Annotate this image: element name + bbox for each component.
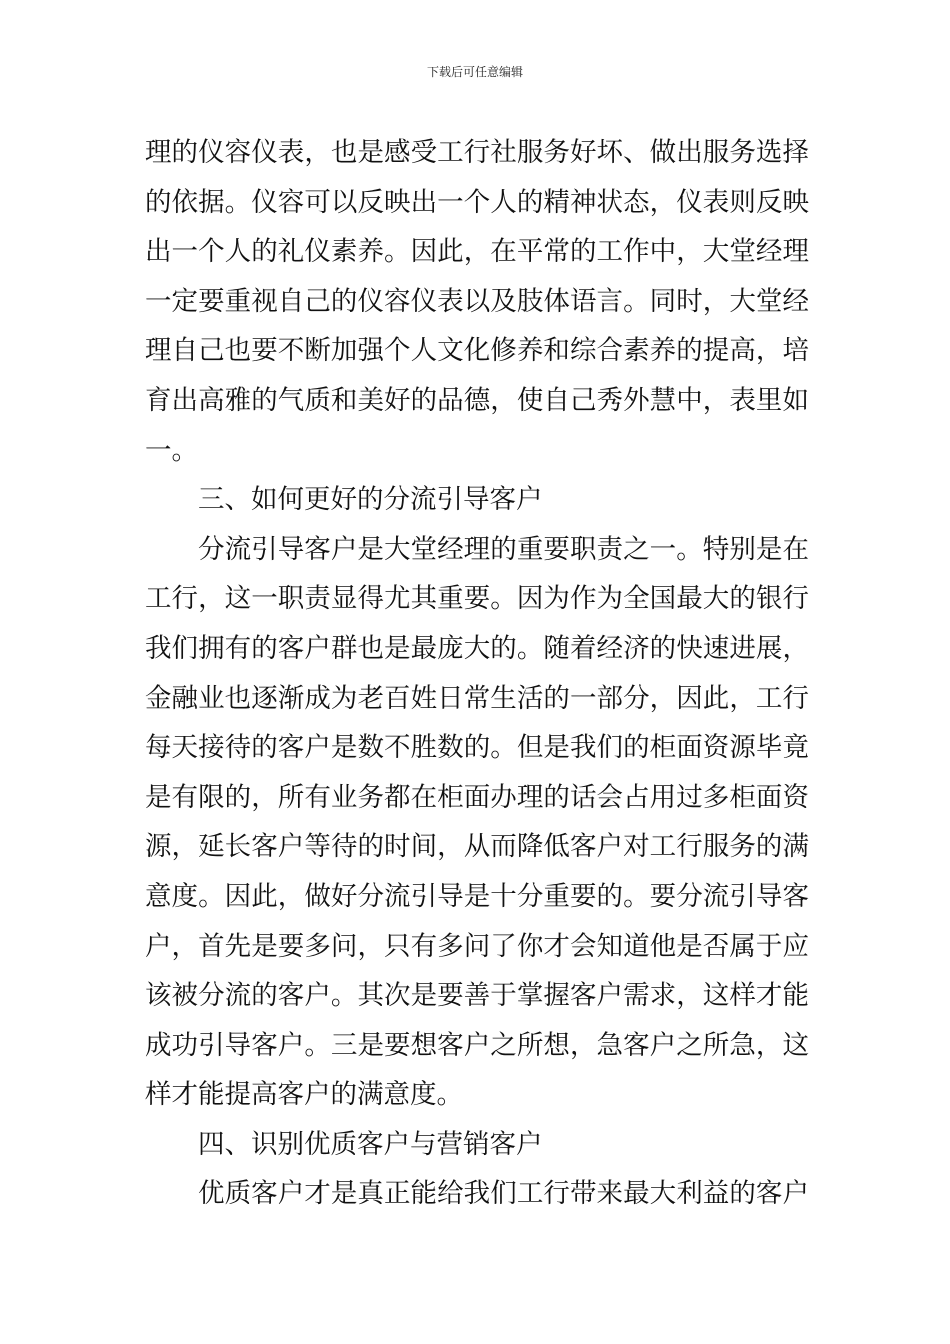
text-line: 每天接待的客户是数不胜数的。但是我们的柜面资源毕竟 xyxy=(145,732,809,764)
text-line: 该被分流的客户。其次是要善于掌握客户需求，这样才能 xyxy=(145,980,809,1012)
section-heading: 三、如何更好的分流引导客户 xyxy=(198,484,543,516)
page-header: 下载后可任意编辑 xyxy=(426,65,523,79)
text-line: 样才能提高客户的满意度。 xyxy=(145,1079,463,1111)
text-line: 一定要重视自己的仪容仪表以及肢体语言。同时，大堂经 xyxy=(145,285,809,317)
document-body xyxy=(145,128,809,1219)
text-line: 成功引导客户。三是要想客户之所想，急客户之所急，这 xyxy=(145,1029,809,1061)
text-line: 优质客户才是真正能给我们工行带来最大利益的客户 xyxy=(198,1178,809,1210)
text-line: 工行，这一职责显得尤其重要。因为作为全国最大的银行 xyxy=(145,583,809,615)
text-line: 我们拥有的客户群也是最庞大的。随着经济的快速进展， xyxy=(145,632,809,664)
text-line: 是有限的，所有业务都在柜面办理的话会占用过多柜面资 xyxy=(145,781,809,813)
text-line: 理自己也要不断加强个人文化修养和综合素养的提高，培 xyxy=(145,335,809,367)
text-line: 分流引导客户是大堂经理的重要职责之一。特别是在 xyxy=(198,533,809,565)
text-line: 育出高雅的气质和美好的品德，使自己秀外慧中，表里如 xyxy=(145,384,809,416)
text-line: 出一个人的礼仪素养。因此，在平常的工作中，大堂经理 xyxy=(145,236,809,268)
text-line: 意度。因此，做好分流引导是十分重要的。要分流引导客 xyxy=(145,880,809,912)
text-line: 理的仪容仪表，也是感受工行社服务好坏、做出服务选择 xyxy=(145,137,809,168)
text-line: 金融业也逐渐成为老百姓日常生活的一部分，因此，工行 xyxy=(145,682,809,714)
text-line: 的依据。仪容可以反映出一个人的精神状态，仪表则反映 xyxy=(145,186,809,218)
text-line: 一。 xyxy=(145,434,198,466)
section-heading: 四、识别优质客户与营销客户 xyxy=(198,1128,543,1160)
text-line: 源，延长客户等待的时间，从而降低客户对工行服务的满 xyxy=(145,831,809,863)
text-line: 户，首先是要多问，只有多问了你才会知道他是否属于应 xyxy=(145,930,809,962)
